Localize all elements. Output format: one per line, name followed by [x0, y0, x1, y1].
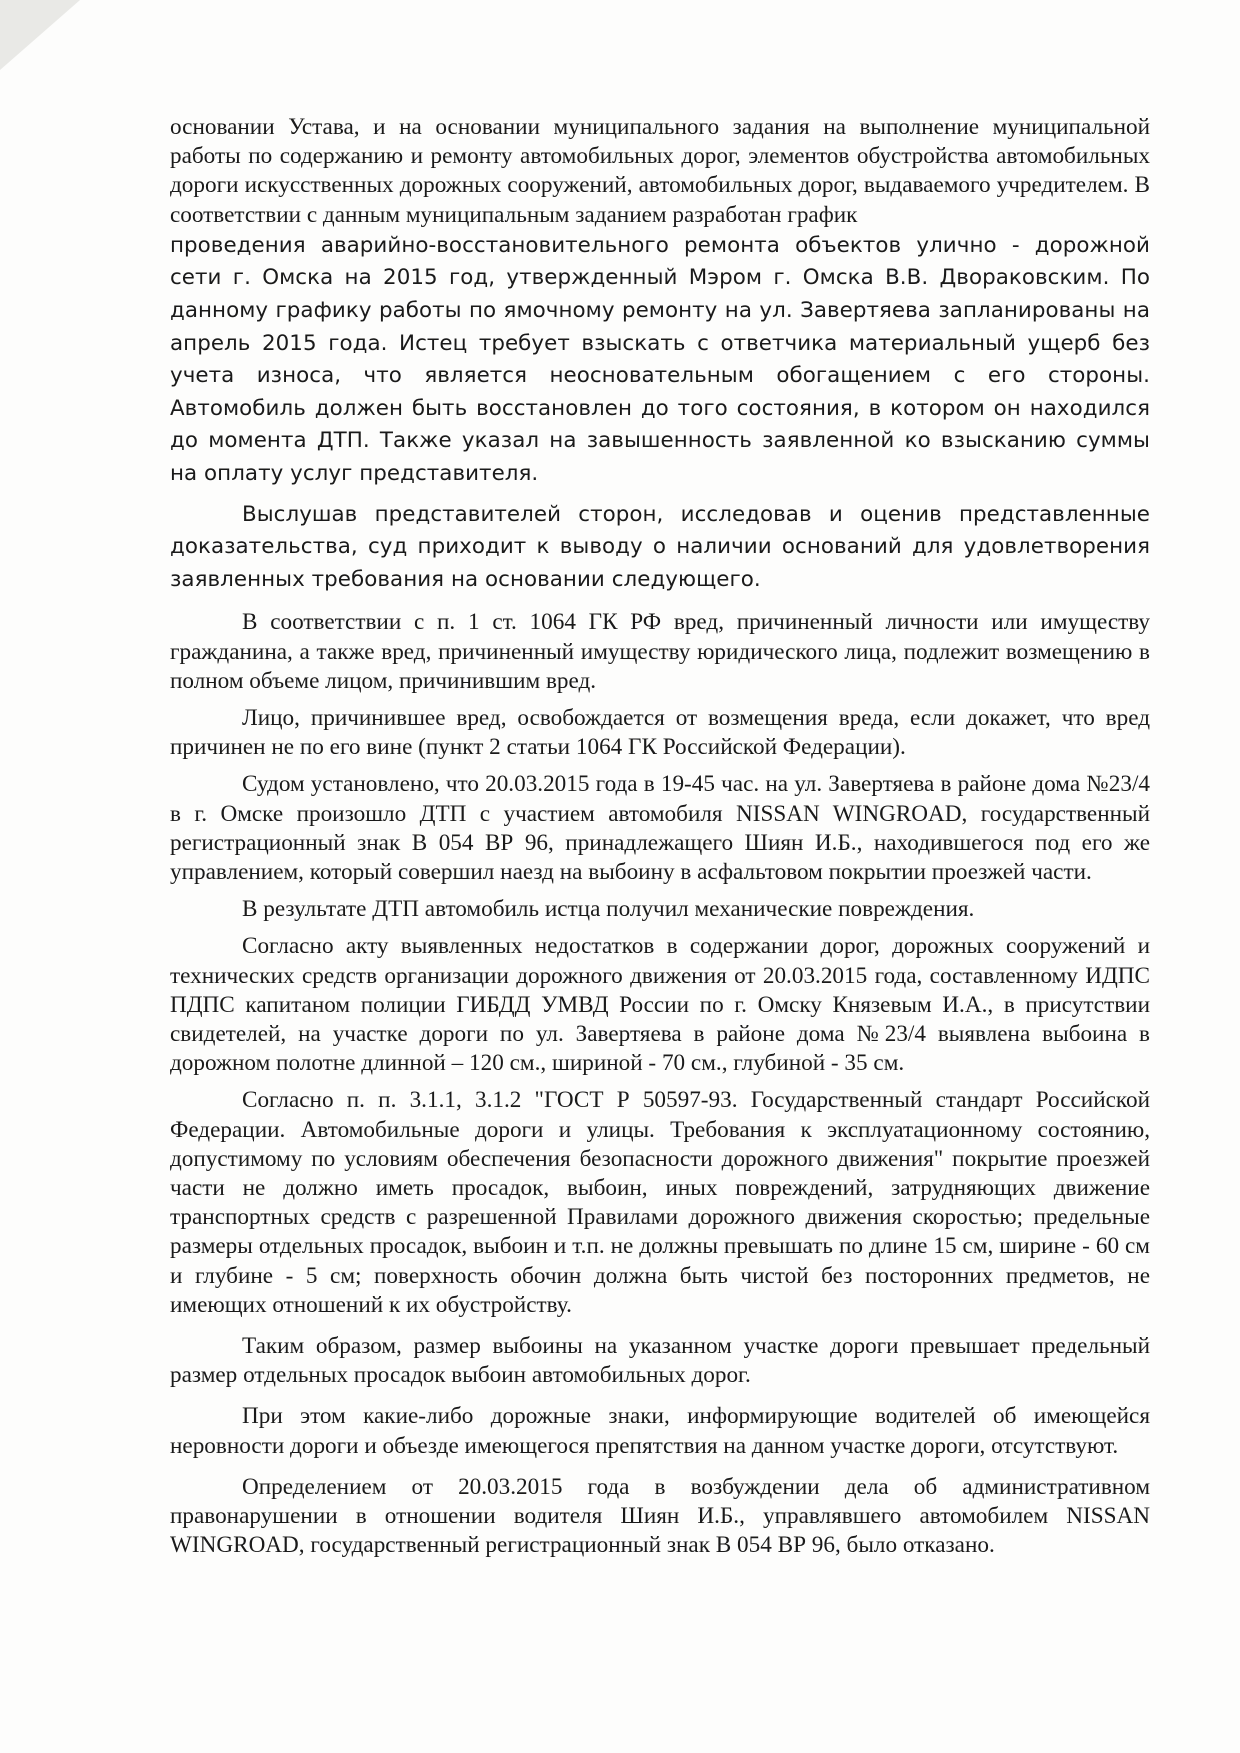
paragraph-graph: проведения аварийно-восстановительного ремонта объектов улично - дорожной сети г. Омска на 2015 год, утвержденный Мэром г. Омска В.В. Двораковским. По данному графику работы по ямочному ремонту на ул. Завертяева запланированы на апрель 2015 года. Истец требует взыскать с ответчика материальный ущерб без учета износа, что является неосновательным обогащением с его стороны. Автомобиль должен быть восстановлен до того состояния, в котором он находился до момента ДТП. Также указал на завышенность заявленной ко взысканию суммы на оплату услуг представителя. [170, 232, 1150, 486]
paragraph-ruling: Определением от 20.03.2015 года в возбуждении дела об административном правонарушении в отношении водителя Шиян И.Б., управлявшего автомобилем NISSAN WINGROAD, государственный регистрационный знак В 054 ВР 96, было отказано. [170, 1473, 1150, 1559]
paragraph-inspection-act: Согласно акту выявленных недостатков в содержании дорог, дорожных сооружений и технических средств организации дорожного движения от 20.03.2015 года, составленному ИДПС ПДПС капитаном полиции ГИБДД УМВД России по г. Омску Князевым И.А., в присутствии свидетелей, на участке дороги по ул. Завертяева в районе дома №23/4 выявлена выбоина в дорожном полотне длинной – 120 см., шириной - 70 см., глубиной - 35 см. [170, 933, 1150, 1077]
paragraph-court-conclusion: Выслушав представителей сторон, исследовав и оценив представленные доказательства, суд приходит к выводу о наличии оснований для удовлетворения заявленных требования на основании следующего. [170, 501, 1150, 592]
paragraph-gost: Согласно п. п. 3.1.1, 3.1.2 "ГОСТ Р 50597-93. Государственный стандарт Российской Федерации. Автомобильные дороги и улицы. Требования к эксплуатационному состоянию, допустимому по условиям обеспечения безопасности дорожного движения" покрытие проезжей части не должно иметь просадок, выбоин, иных повреждений, затрудняющих движение транспортных средств с разрешенной Правилами дорожного движения скоростью; предельные размеры отдельных просадок, выбоин и т.п. не должны превышать по длине 15 см, ширине - 60 см и глубине - 5 см; поверхность обочин должна быть чистой без посторонних предметов, не имеющих отношений к их обустройству. [170, 1087, 1150, 1318]
paragraph-damage: В результате ДТП автомобиль истца получил механические повреждения. [242, 896, 975, 923]
document-body [170, 113, 1150, 1560]
scanned-page-corner [0, 0, 80, 70]
paragraph-pothole-size: Таким образом, размер выбоины на указанном участке дороги превышает предельный размер отдельных просадок выбоин автомобильных дорог. [170, 1333, 1150, 1389]
paragraph-ustav: основании Устава, и на основании муниципального задания на выполнение муниципальной работы по содержанию и ремонту автомобильных дорог, элементов обустройства автомобильных дороги искусственных дорожных сооружений, автомобильных дорог, выдаваемого учредителем. В соответствии с данным муниципальным заданием разработан график [170, 114, 1150, 228]
paragraph-exemption: Лицо, причинившее вред, освобождается от возмещения вреда, если докажет, что вред причинен не по его вине (пункт 2 статьи 1064 ГК Российской Федерации). [170, 704, 1150, 761]
paragraph-road-signs: При этом какие-либо дорожные знаки, информирующие водителей об имеющейся неровности дороги и объезде имеющегося препятствия на данном участке дороги, отсутствуют. [170, 1403, 1150, 1459]
paragraph-established-facts: Судом установлено, что 20.03.2015 года в 19-45 час. на ул. Завертяева в районе дома №23/4 в г. Омске произошло ДТП с участием автомобиля NISSAN WINGROAD, государственный регистрационный знак В 054 ВР 96, принадлежащего Шиян И.Б., находившегося под его же управлением, который совершил наезд на выбоину в асфальтовом покрытии проезжей части. [170, 771, 1150, 885]
paragraph-article-1064: В соответствии с п. 1 ст. 1064 ГК РФ вред, причиненный личности или имуществу гражданина, а также вред, причиненный имуществу юридического лица, подлежит возмещению в полном объеме лицом, причинившим вред. [170, 609, 1150, 694]
